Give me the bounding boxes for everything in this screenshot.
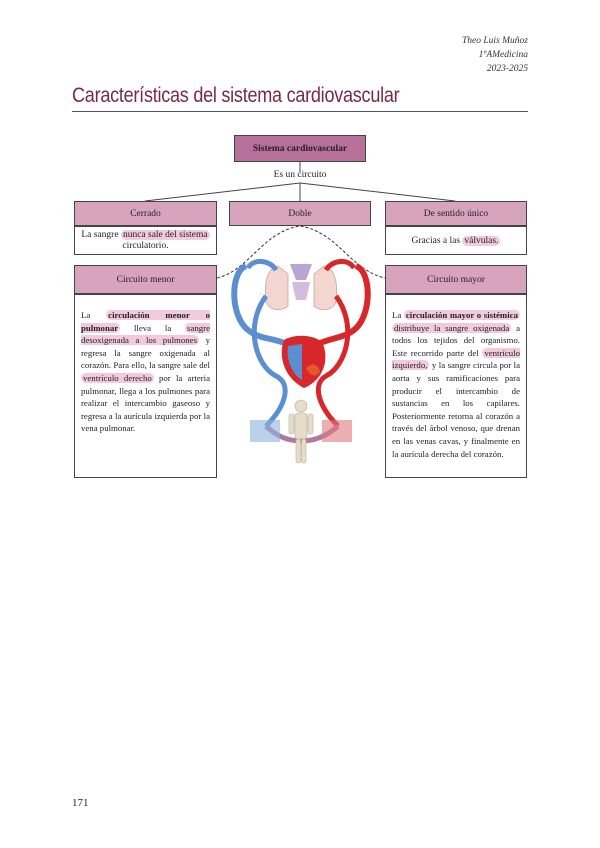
text: por la arteria pulmonar, llega a los pulmones para realizar el intercambio gaseoso y regresa a la aurícula izquierda por la vena pulmonar.	[81, 372, 211, 434]
category-label: Doble	[288, 208, 312, 219]
circuit-label: Circuito mayor	[427, 274, 485, 285]
text: a todos los tejidos del organismo. Este recorrido parte del	[392, 322, 520, 358]
text: La	[81, 310, 107, 320]
sentido-unico-description	[385, 226, 527, 255]
vena-cava-path	[254, 296, 285, 426]
cerrado-description	[74, 226, 217, 255]
text: La	[392, 310, 404, 320]
desc-text: La sangre	[81, 229, 121, 240]
desc-highlight: válvulas.	[464, 235, 499, 246]
text: y regresa la sangre oxigenada al corazón. Para ello, la sangre sale del	[81, 335, 210, 371]
category-label: Cerrado	[130, 208, 161, 219]
root-label: Sistema cardiovascular	[252, 143, 348, 154]
circuit-label: Circuito menor	[116, 274, 175, 285]
category-doble	[229, 201, 371, 226]
circuito-mayor-header	[385, 265, 527, 294]
human-figure-icon	[289, 400, 313, 463]
desc-text: Gracias a las	[411, 235, 463, 246]
category-label: De sentido único	[423, 208, 489, 219]
circuit-subtitle: Es un circuito	[273, 170, 327, 180]
text-highlight: distribuye la sangre oxigenada	[394, 322, 510, 333]
root-node	[234, 135, 366, 162]
desc-highlight: nunca sale del sistema	[122, 229, 208, 240]
text-highlight: ventrículo derecho	[83, 372, 152, 383]
circuito-menor-text	[74, 294, 217, 478]
capillary-bed-right	[322, 420, 352, 442]
text: lleva la	[120, 322, 186, 333]
right-lung-icon	[314, 266, 337, 310]
author-name: Theo Luis Muñoz	[462, 36, 528, 46]
course-label: 1ºAMedicina	[478, 50, 528, 60]
category-cerrado	[74, 201, 217, 226]
text: y la sangre circula por la aorta y sus ramificaciones para producir el intercambio de sustancias en los capilares. Posteriormente retorna al corazón a través del árbol venoso, que drenan en las venas cavas, y finalmente en la aurícula derecha del corazón.	[392, 360, 520, 459]
term-highlight: circulación mayor o sistémica	[405, 310, 518, 320]
category-sentido-unico	[385, 201, 527, 226]
circuito-menor-header	[74, 265, 217, 294]
text-highlight: sangre desoxigenada a los pulmones	[81, 322, 210, 346]
text-highlight: ventrículo izquierdo,	[392, 347, 520, 371]
left-lung-icon	[265, 266, 288, 310]
term-highlight: circulación menor o pulmonar	[81, 310, 210, 333]
trachea-icon	[290, 264, 312, 280]
page-title: Características del sistema cardiovascular	[72, 84, 400, 107]
capillary-bed-left	[250, 420, 280, 442]
year-label: 2023-2025	[486, 64, 528, 74]
bronchi-icon	[292, 282, 310, 300]
circulation-diagram	[226, 256, 376, 468]
circuito-mayor-text	[385, 294, 527, 478]
page-number: 171	[72, 797, 89, 809]
desc-text: circulatorio.	[122, 240, 169, 251]
